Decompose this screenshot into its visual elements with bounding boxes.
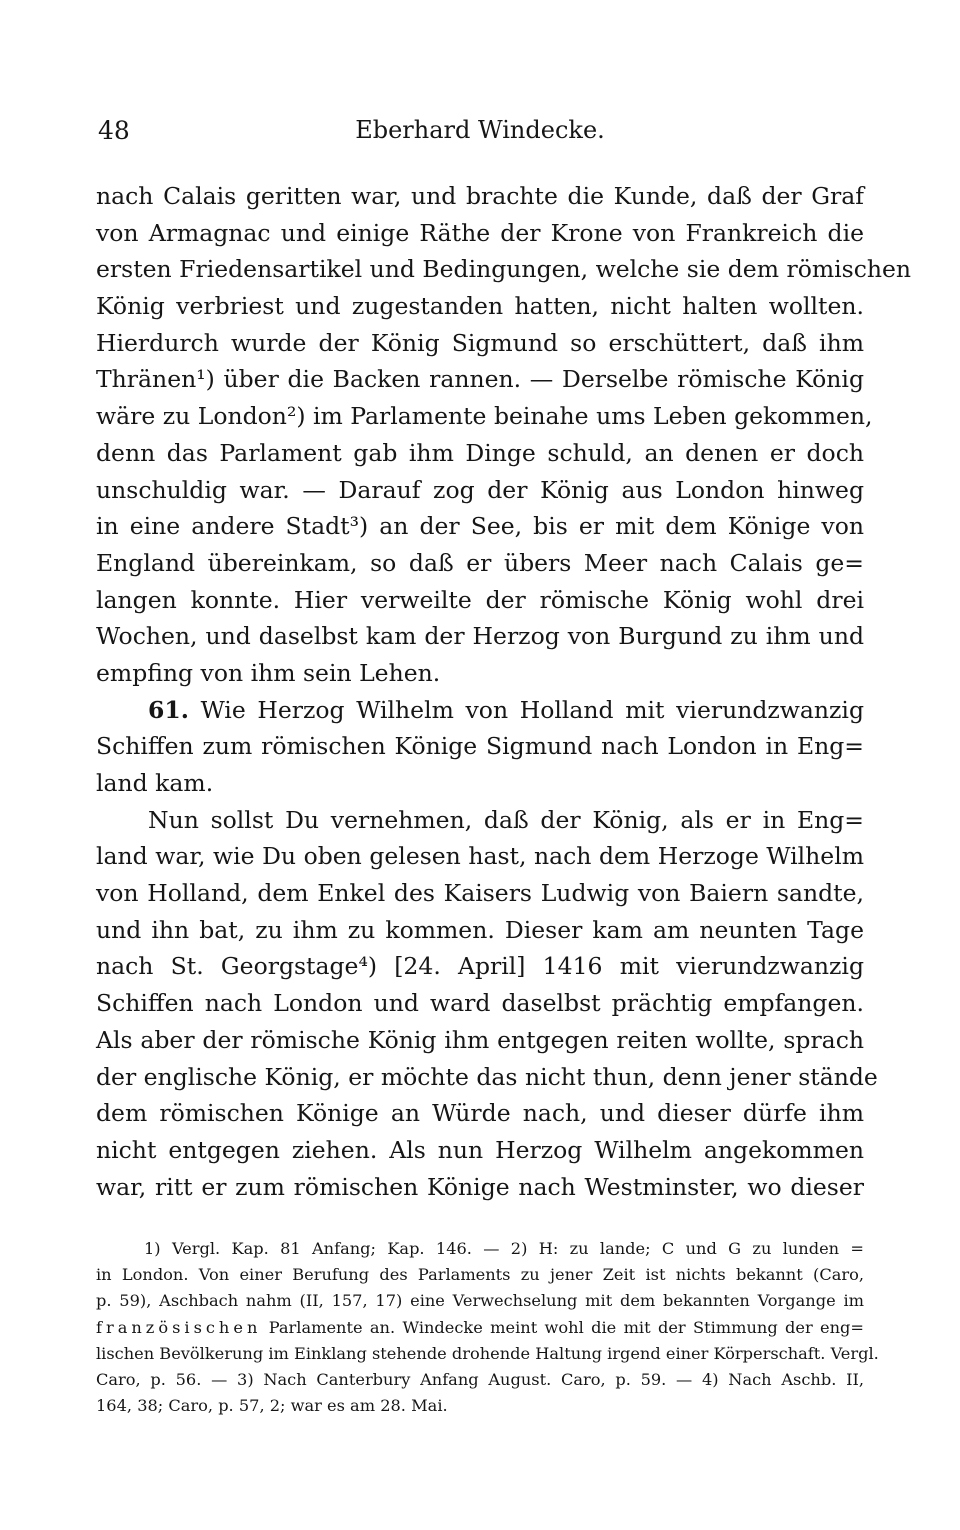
text-line: nach Calais geritten war, und brachte die Kunde, daß der Graf [96,182,864,210]
book-page [96,112,912,1205]
footnote-line: p. 59), Aschbach nahm (II, 157, 17) eine Verwechselung mit dem bekannten Vorgange im [96,1291,864,1311]
text-line: Hierdurch wurde der König Sigmund so erschüttert, daß ihm [96,328,864,357]
body-text [96,178,912,1205]
section-heading-line: land kam. [96,769,214,797]
text-line: denn das Parlament gab ihm Dinge schuld, an denen er doch [96,438,864,467]
text-line: von Holland, dem Enkel des Kaisers Ludwig von Baiern sandte, [96,879,864,908]
text-line: König verbriest und zugestanden hatten, nicht halten wollten. [96,292,864,321]
text-line: ersten Friedensartikel und Bedingungen, welche sie dem römischen [96,255,912,284]
text-line: empfing von ihm sein Lehen. [96,658,441,687]
section-heading-text: Wie Herzog Wilhelm von Holland mit vierundzwanzig [200,695,864,724]
text-line: wäre zu London²) im Parlamente beinahe ums Leben gekommen, [96,402,873,431]
text-line: Schiffen nach London und ward daselbst prächtig empfangen. [96,989,864,1018]
text-line: von Armagnac und einige Räthe der Krone von Frankreich die [96,218,864,247]
text-line: langen konnte. Hier verweilte der römische König wohl drei [96,585,864,614]
footnotes [96,1236,879,1419]
section-heading-line [96,692,864,729]
text-line: Thränen¹) über die Backen rannen. — Derselbe römische König [96,365,864,394]
footnote-text: Parlamente an. Windecke meint wohl die mit der Stimmung der eng= [261,1317,864,1337]
text-line: war, ritt er zum römischen Könige nach Westminster, wo dieser [96,1172,864,1201]
text-line: dem römischen Könige an Würde nach, und dieser dürfe ihm [96,1099,864,1128]
text-line: der englische König, er möchte das nicht thun, denn jener stände [96,1062,878,1091]
text-line: in eine andere Stadt³) an der See, bis er mit dem Könige von [96,512,864,541]
text-line: land war, wie Du oben gelesen hast, nach dem Herzoge Wilhelm [96,842,864,871]
running-head [96,112,864,156]
text-line: Nun sollst Du vernehmen, daß der König, als er in Eng= [148,805,864,834]
text-line: Wochen, und daselbst kam der Herzog von Burgund zu ihm und [96,622,864,651]
text-line: nach St. Georgstage⁴) [24. April] 1416 mit vierundzwanzig [96,952,864,981]
footnote-line: lischen Bevölkerung im Einklang stehende drohende Haltung irgend einer Körperschaft. Vergl. [96,1343,879,1363]
footnote-line: in London. Von einer Berufung des Parlaments zu jener Zeit ist nichts bekannt (Caro, [96,1265,864,1285]
text-line: und ihn bat, zu ihm zu kommen. Dieser kam am neunten Tage [96,915,864,944]
page-number: 48 [98,116,130,145]
footnote-line: 164, 38; Caro, p. 57, 2; war es am 28. Mai. [96,1396,448,1416]
text-line: England übereinkam, so daß er übers Meer nach Calais ge= [96,548,864,577]
footnote-line: 1) Vergl. Kap. 81 Anfang; Kap. 146. — 2) H: zu lande; C und G zu lunden = [144,1239,864,1258]
section-number: 61. [148,695,189,724]
section-heading-line: Schiffen zum römischen Könige Sigmund nach London in Eng= [96,732,864,761]
footnote-line [96,1315,864,1341]
text-line: Als aber der römische König ihm entgegen reiten wollte, sprach [96,1025,864,1054]
text-line: unschuldig war. — Darauf zog der König aus London hinweg [96,475,864,504]
text-line: nicht entgegen ziehen. Als nun Herzog Wilhelm angekommen [96,1135,864,1164]
spaced-word: französischen [96,1317,262,1337]
header-title: Eberhard Windecke. [355,116,605,144]
footnote-line: Caro, p. 56. — 3) Nach Canterbury Anfang August. Caro, p. 59. — 4) Nach Aschb. II, [96,1369,864,1389]
